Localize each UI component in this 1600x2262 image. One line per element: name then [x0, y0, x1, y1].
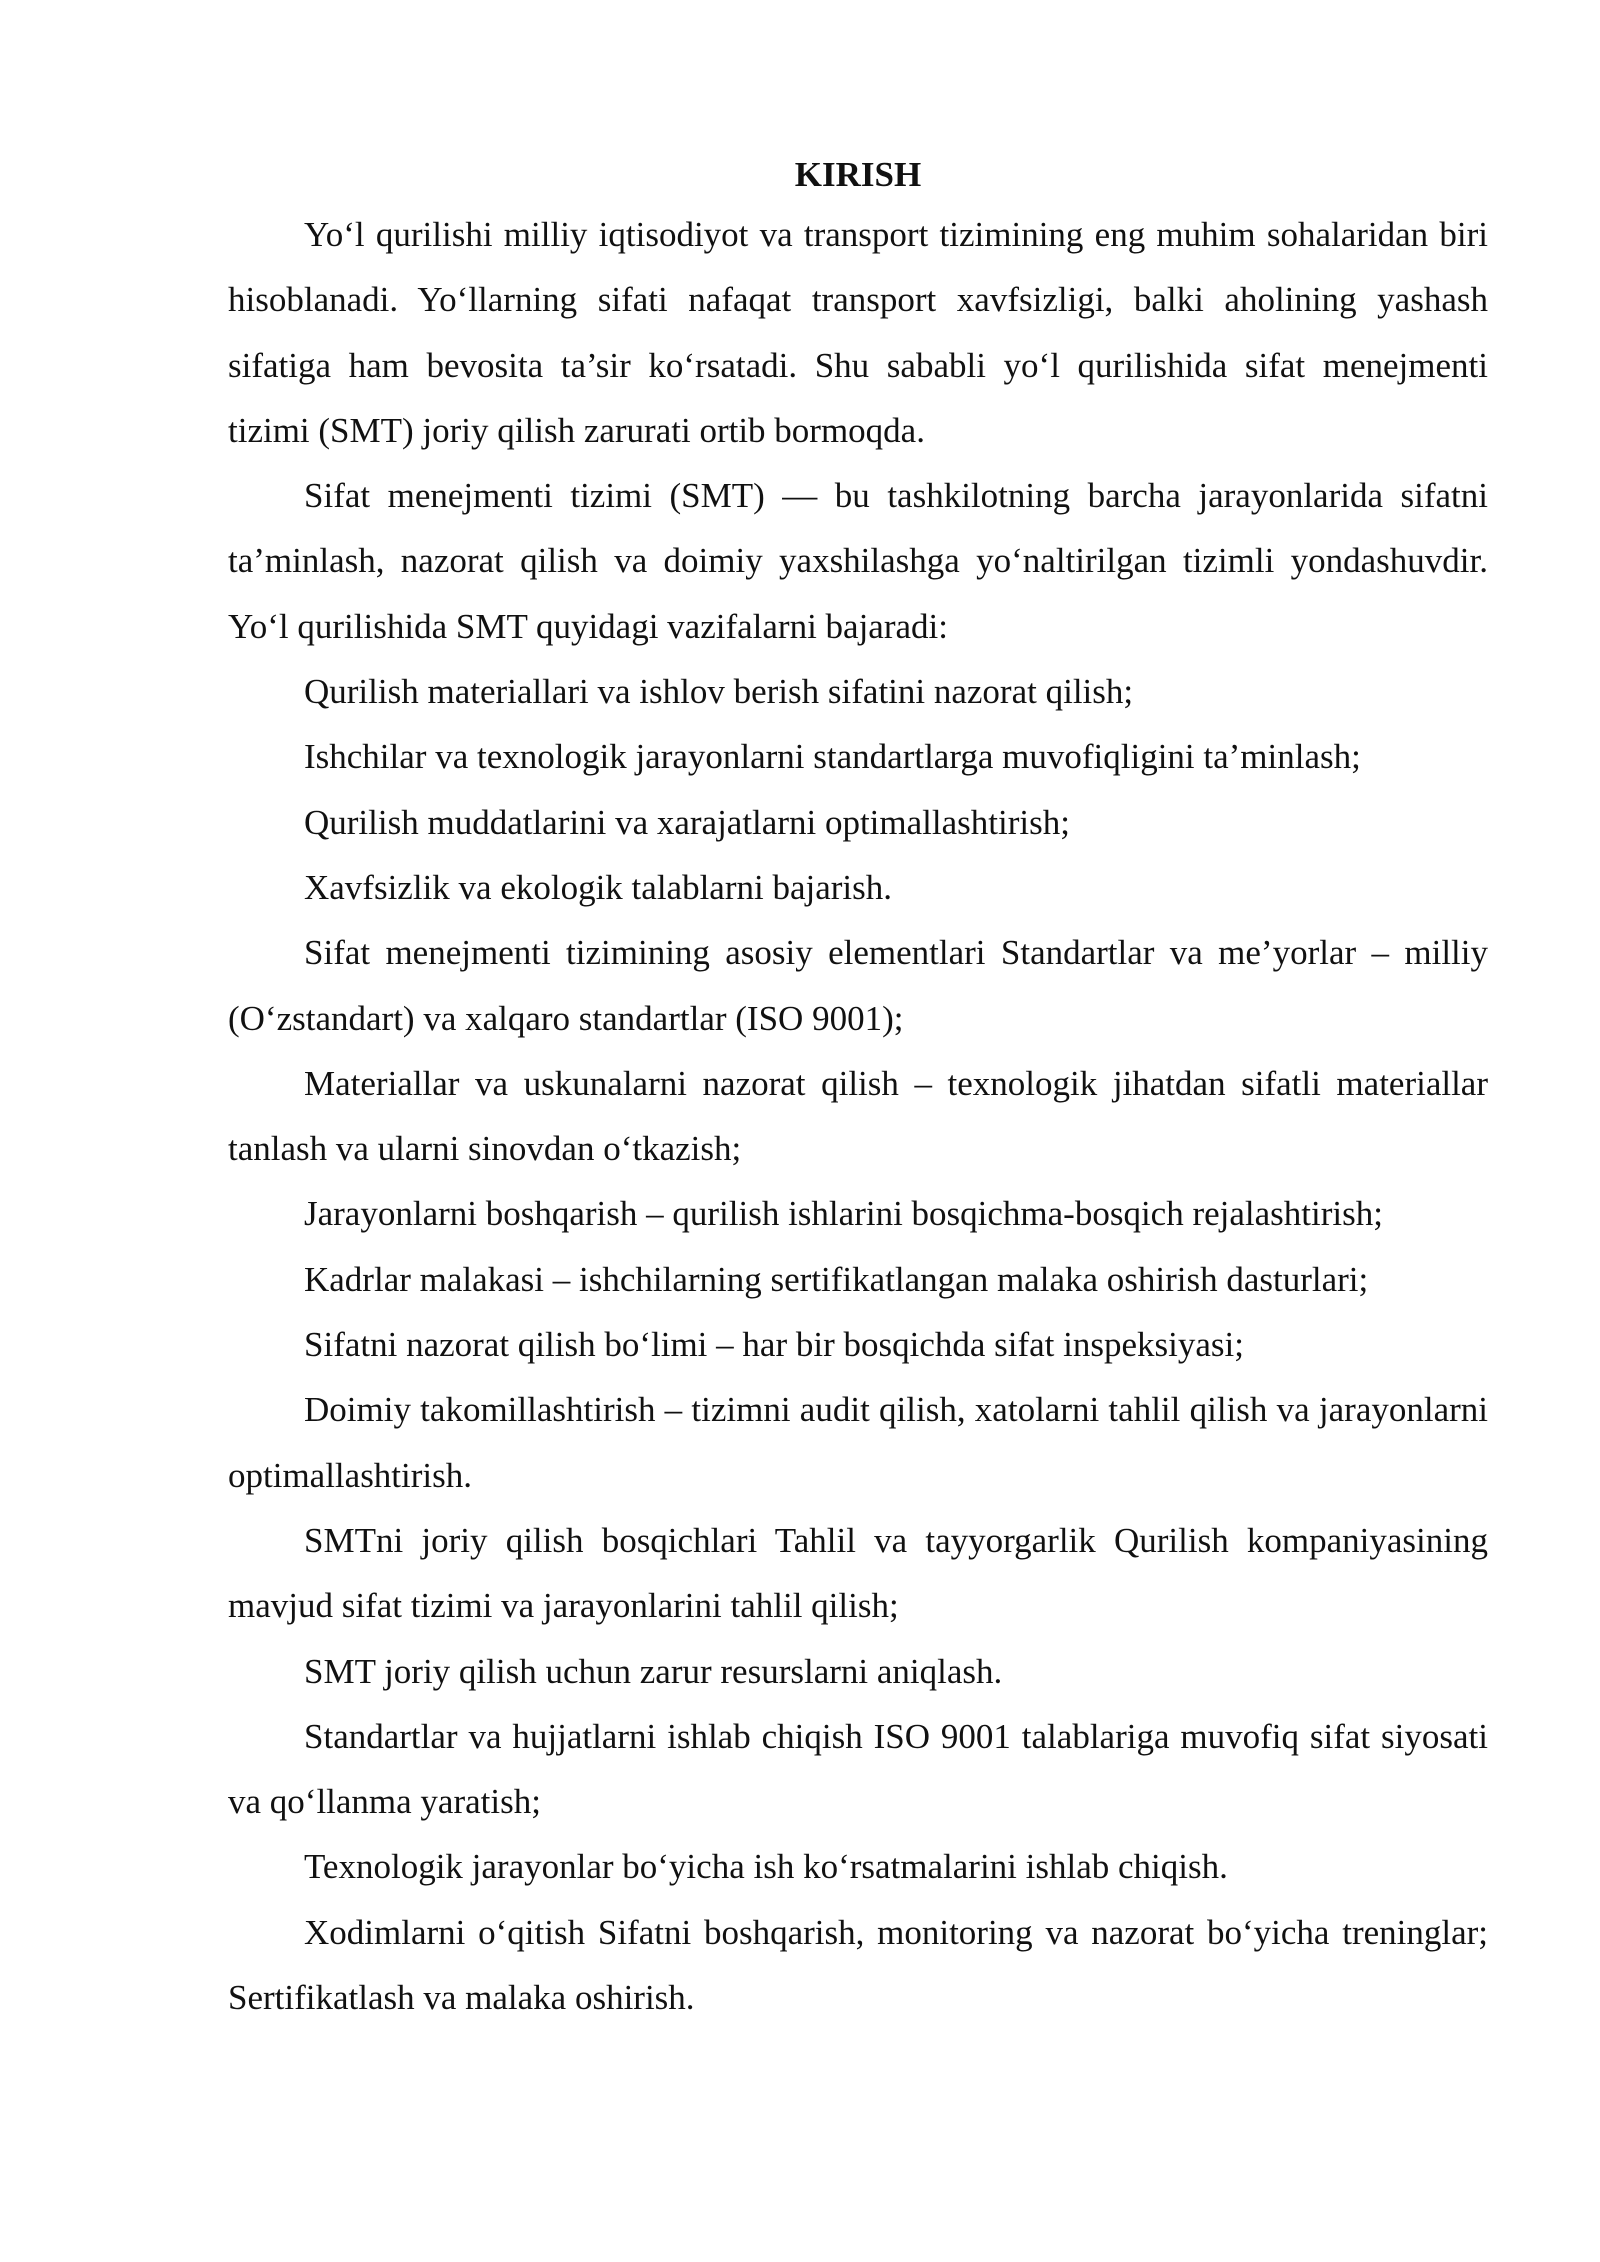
- list-item: Xavfsizlik va ekologik talablarni bajarish.: [304, 867, 893, 907]
- paragraph: SMTni joriy qilish bosqichlari Tahlil va tayyorgarlik Qurilish kompaniyasining mavjud sifat tizimi va jarayonlarini tahlil qilish;: [228, 1520, 1488, 1626]
- paragraph: Kadrlar malakasi – ishchilarning sertifikatlangan malaka oshirish dasturlari;: [304, 1259, 1369, 1299]
- paragraph: Sifatni nazorat qilish bo‘limi – har bir bosqichda sifat inspeksiyasi;: [304, 1325, 1244, 1365]
- paragraph: Texnologik jarayonlar bo‘yicha ish ko‘rsatmalarini ishlab chiqish.: [304, 1847, 1228, 1887]
- paragraph: Yo‘l qurilishi milliy iqtisodiyot va transport tizimining eng muhim sohalaridan biri hisoblanadi. Yo‘llarning sifati nafaqat transport xavfsizligi, balki aholining yashash sifatiga ham bevosita ta’sir ko‘rsatadi. Shu sababli yo‘l qurilishida sifat menejmenti tizimi (SMT) joriy qilish zarurati ortib bormoqda.: [228, 215, 1488, 450]
- paragraph: Sifat menejmenti tizimi (SMT) — bu tashkilotning barcha jarayonlarida sifatni ta’minlash, nazorat qilish va doimiy yaxshilashga yo‘naltirilgan tizimli yondashuvdir. Yo‘l qurilishida SMT quyidagi vazifalarni bajaradi:: [228, 476, 1488, 646]
- document-page: [228, 148, 1488, 2030]
- paragraph: Doimiy takomillashtirish – tizimni audit qilish, xatolarni tahlil qilish va jarayonlarni optimallashtirish.: [228, 1390, 1488, 1495]
- paragraph: Jarayonlarni boshqarish – qurilish ishlarini bosqichma-bosqich rejalashtirish;: [304, 1194, 1383, 1234]
- paragraph: Xodimlarni o‘qitish Sifatni boshqarish, monitoring va nazorat bo‘yicha treninglar; Sertifikatlash va malaka oshirish.: [228, 1912, 1488, 2018]
- paragraph: Standartlar va hujjatlarni ishlab chiqish ISO 9001 talablariga muvofiq sifat siyosati va qo‘llanma yaratish;: [228, 1716, 1488, 1822]
- list-item: Qurilish materiallari va ishlov berish sifatini nazorat qilish;: [304, 672, 1134, 712]
- list-item: Ishchilar va texnologik jarayonlarni standartlarga muvofiqligini ta’minlash;: [304, 737, 1361, 777]
- document-title: KIRISH: [794, 155, 922, 194]
- paragraph: Sifat menejmenti tizimining asosiy elementlari Standartlar va me’yorlar – milliy (O‘zstandart) va xalqaro standartlar (ISO 9001);: [228, 933, 1488, 1038]
- paragraph: Materiallar va uskunalarni nazorat qilish – texnologik jihatdan sifatli materiallar tanlash va ularni sinovdan o‘tkazish;: [228, 1063, 1488, 1169]
- list-item: Qurilish muddatlarini va xarajatlarni optimallashtirish;: [304, 802, 1070, 842]
- paragraph: SMT joriy qilish uchun zarur resurslarni aniqlash.: [304, 1651, 1003, 1691]
